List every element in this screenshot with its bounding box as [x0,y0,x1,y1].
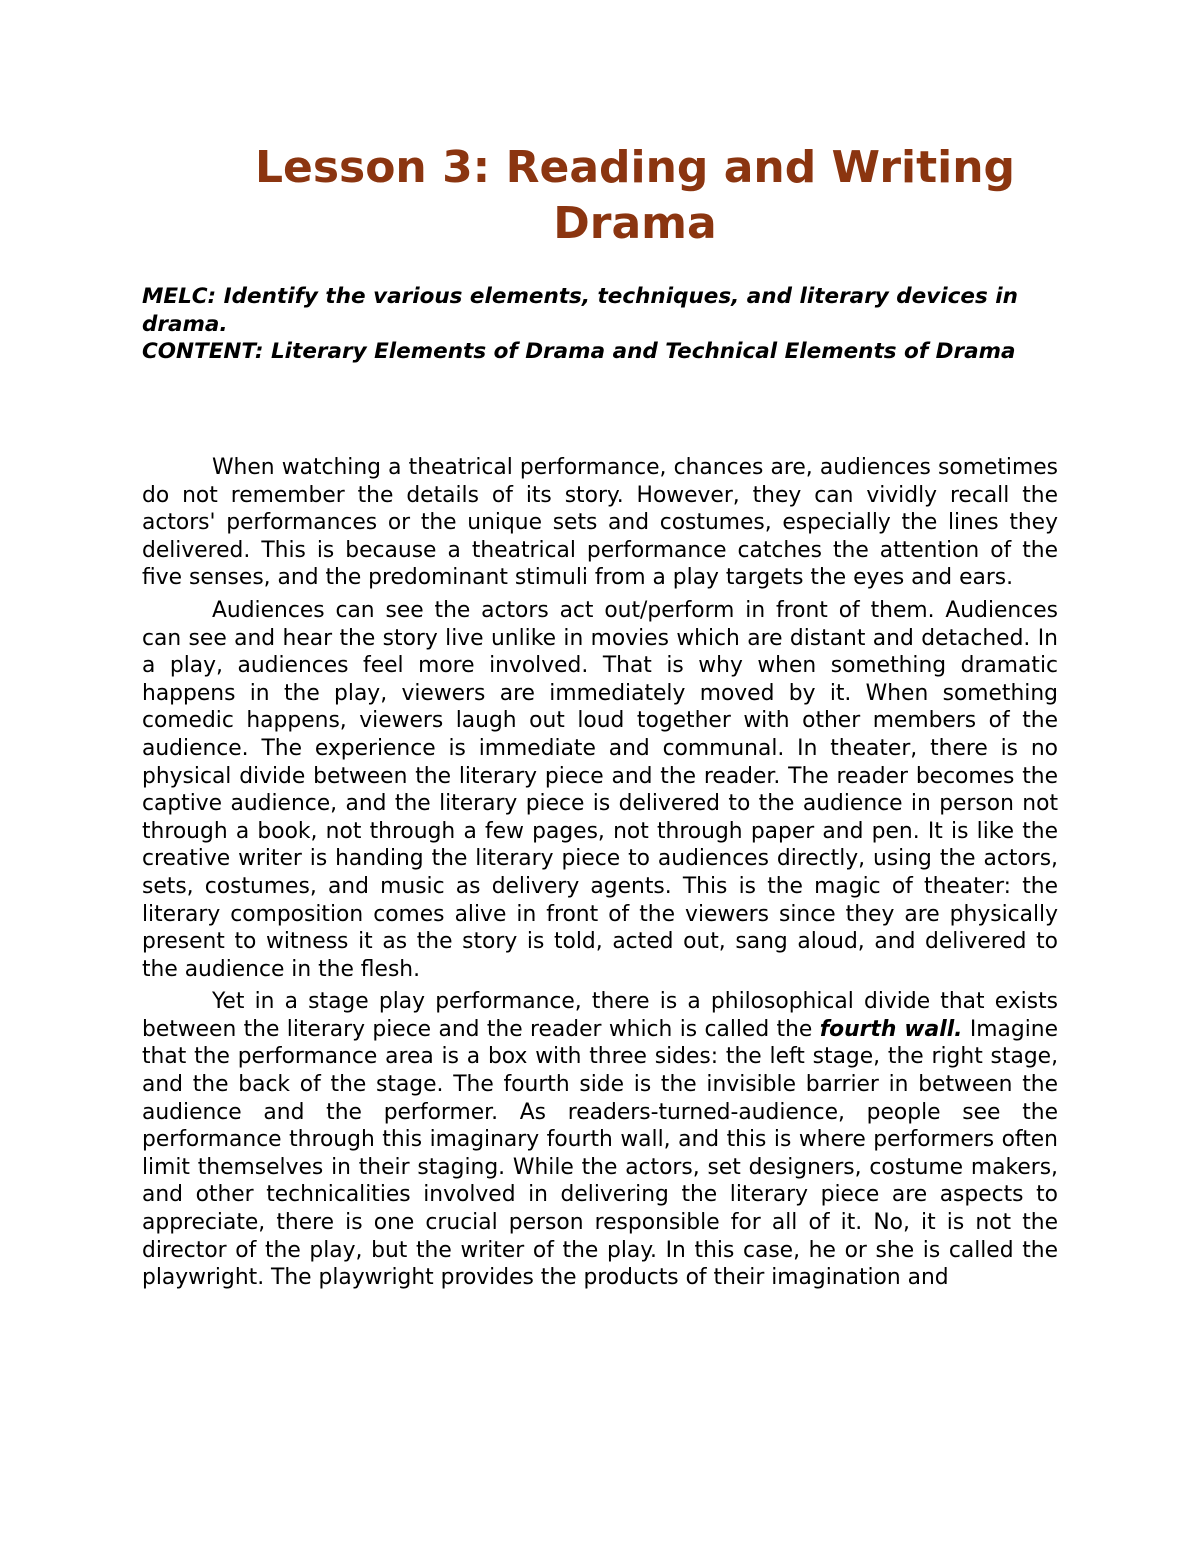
lesson-title [142,140,1128,252]
lesson-objectives [142,283,1058,366]
melc-text: MELC: Identify the various elements, techniques, and literary devices in drama. [142,284,1018,337]
body-paragraph-2: Audiences can see the actors act out/perform in front of them. Audiences can see and hear the story live unlike in movies which are distant and detached. In a play, audiences feel more involved. That is why when something dramatic happens in the play, viewers are immediately moved by it. When something comedic happens, viewers laugh out loud together with other members of the audience. The experience is immediate and communal. In theater, there is no physical divide between the literary piece and the reader. The reader becomes the captive audience, and the literary piece is delivered to the audience in person not through a book, not through a few pages, not through paper and pen. It is like the creative writer is handing the literary piece to audiences directly, using the actors, sets, costumes, and music as delivery agents. This is the magic of theater: the literary composition comes alive in front of the viewers since they are physically present to witness it as the story is told, acted out, sang aloud, and delivered to the audience in the flesh. [142,597,1058,982]
lesson-title-line-1: Lesson 3: Reading and Writing [254,142,1016,193]
paragraph-3-text-after: Imagine that the performance area is a box with three sides: the left stage, the right stage, and the back of the stage. The fourth side is the invisible barrier in between the audience and the performer. As readers-turned-audience, people see the performance through this imaginary fourth wall, and this is where performers often limit themselves in their staging. While the actors, set designers, costume makers, and other technicalities involved in delivering the literary piece are aspects to appreciate, there is one crucial person responsible for all of it. No, it is not the director of the play, but the writer of the play. In this case, he or she is called the playwright. The playwright provides the products of their imagination and [142,1016,1058,1291]
body-paragraph-1: When watching a theatrical performance, chances are, audiences sometimes do not remember the details of its story. However, they can vividly recall the actors' performances or the unique sets and costumes, especially the lines they delivered. This is because a theatrical performance catches the attention of the five senses, and the predominant stimuli from a play targets the eyes and ears. [142,455,1058,591]
fourth-wall-term: fourth wall. [819,1016,963,1042]
lesson-body [142,454,1058,1297]
paragraph-3-text-before: Yet in a stage play performance, there is a philosophical divide that exists between the literary piece and the reader which is called the [142,989,1058,1042]
lesson-title-line-2: Drama [553,198,717,249]
body-paragraph-3 [142,988,1058,1292]
content-text: CONTENT: Literary Elements of Drama and Technical Elements of Drama [142,339,1016,364]
